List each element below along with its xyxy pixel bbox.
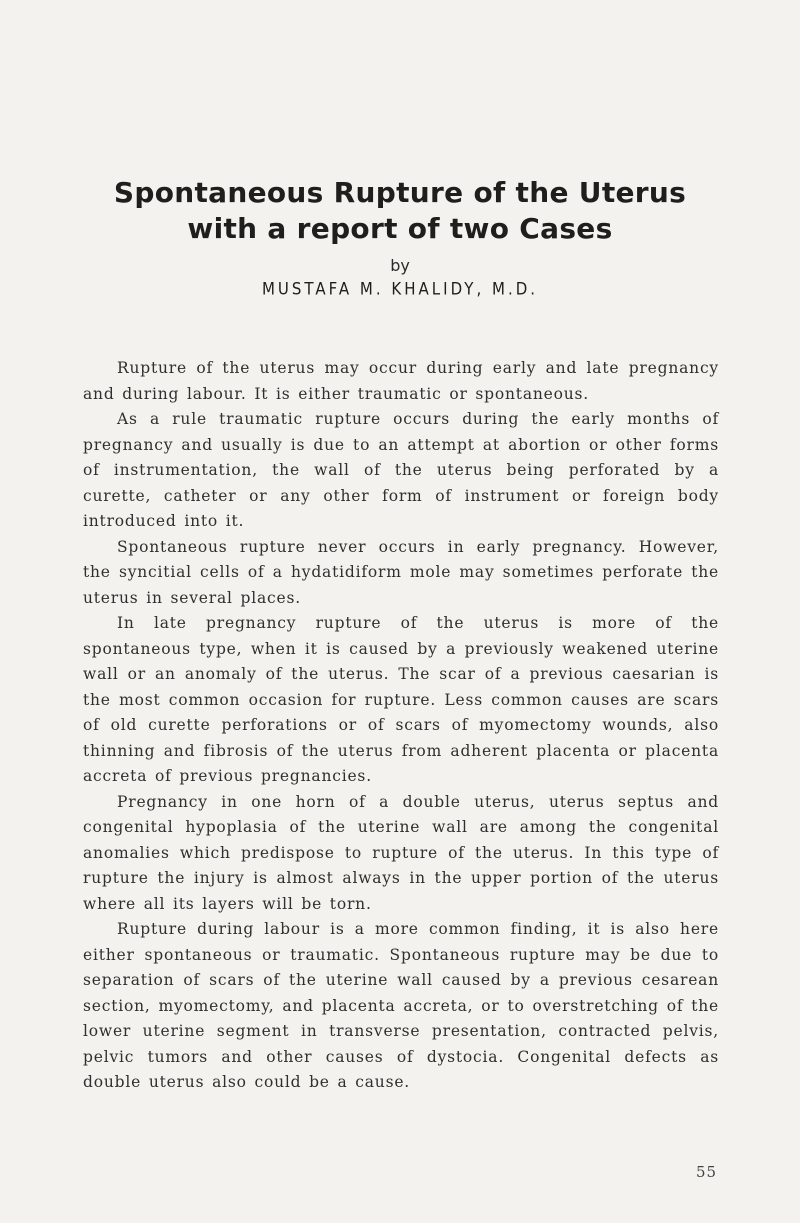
paragraph-6: Rupture during labour is a more common finding, it is also here either spontaneous or traumatic. Spontaneous rupture may be due to separation of scars of the uterine wall caused by a previous cesarean section, myomectomy, and placenta accreta, or to overstretching of the lower uterine segment in transverse presentation, contracted pelvis, pelvic tumors and other causes of dystocia. Congenital defects as double uterus also could be a cause. — [83, 920, 719, 1091]
article-body — [83, 356, 719, 1096]
paragraph-2: As a rule traumatic rupture occurs during the early months of pregnancy and usually is due to an attempt at abortion or other forms of instrumentation, the wall of the uterus being perforated by a curette, catheter or any other form of instrument or foreign body introduced into it. — [83, 410, 719, 530]
article-title-line-2: with a report of two Cases — [187, 212, 613, 245]
paragraph-3: Spontaneous rupture never occurs in early pregnancy. However, the syncitial cells of a hydatidiform mole may sometimes perforate the uterus in several places. — [83, 537, 719, 607]
article-title-line-1: Spontaneous Rupture of the Uterus — [113, 176, 687, 209]
paragraph-5: Pregnancy in one horn of a double uterus, uterus septus and congenital hypoplasia of the uterine wall are among the congenital anomalies which predispose to rupture of the uterus. In this type of rupture the injury is almost always in the upper portion of the uterus where all its layers will be torn. — [83, 792, 719, 913]
paragraph-4: In late pregnancy rupture of the uterus is more of the spontaneous type, when it is caused by a previously weakened uterine wall or an anomaly of the uterus. The scar of a previous caesarian is the most common occasion for rupture. Less common causes are scars of old curette perforations or of scars of myomectomy wounds, also thinning and fibrosis of the uterus from adherent placenta or placenta accreta of previous pregnancies. — [83, 614, 719, 785]
page-number: 55 — [696, 1163, 718, 1181]
author-name: MUSTAFA M. KHALIDY, M.D. — [261, 278, 539, 300]
paragraph-1: Rupture of the uterus may occur during early and late pregnancy and during labour. It is either traumatic or spontaneous. — [83, 359, 719, 403]
byline: by — [390, 256, 410, 275]
